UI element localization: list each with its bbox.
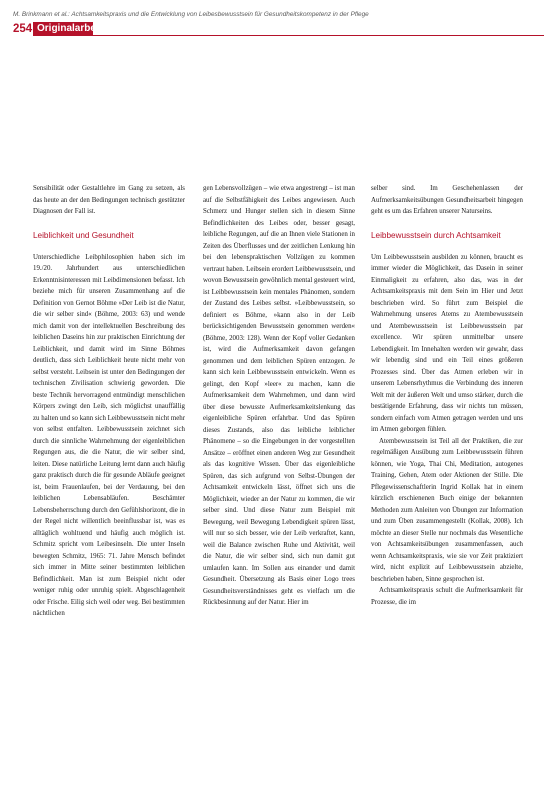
- paragraph: gen Lebensvollzügen – wie etwa angestrengt – ist man auf die Selbstfähigkeit des Leibes angewiesen. Auch Schmerz und Hunger stellen sich in diesem Sinne Befindlichkeiten des Leibes oder, besser gesagt, leibliche Regungen, auf die an Ihnen viele Stationen in Zeiten des Überflusses und der zeitlichen Lenkung hin bei den lebenspraktischen Vollzügen zu kommen vertraut haben. Leibsein erordert Leibbewusstsein, und wovon Bewusstsein gewöhnlich mental gesteuert wird, ist Leibbewusstsein kein mentales Phänomen, sondern der Zustand des Leibes selbst. »Leibbewusstsein, so definiert es Böhme, »kann also in der Leib berücksichtigenden Bewusstsein genommen werden« (Böhme, 2003: 128). Wenn der Kopf voller Gedanken ist, wird die Aufmerksamkeit davon gefangen genommen und dem leiblichen Spüren entzogen. Je kann sich kein Leibbewusstsein entwickeln. Wenn es gelingt, den Kopf »leer« zu machen, kann die Aufmerksamkeit dem Wahrnehmen, und dann wird über diese bewusste Aufmerksamkeitslenkung das eigenleibliche Spüren erfahrbar. Und das Spüren dieses Zustands, also das leibliche leiblicher Phänomene – so die Eingebungen in der vorgestellten Ansätze – eröffnet einen anderen Weg zur Gesundheit als das kognitive Wissen. Über das eigenleibliche Spüren, das sich aufgrund von Selbst-Übungen der Achtsamkeit entwickeln lässt, öffnet sich uns die Möglichkeit, wieder an der Natur zu kommen, die wir selber sind. Und diese Natur zum Beispiel mit Bewegung, weil Bewegung Lebendigkeit spüren lässt, will nur so sich besser, wie der Leib verkraftet, kann, weil die Balance zwischen Ruhe und Aktivität, weil die Natur, die wir selber sind, sich nun damit gut umlaufen kann. Im Sollen aus einander und damit Gesundheit. Übersetzung als Basis einer Logo trees Gesundheitsverständnisses geht es vielfach um die Rückbesinnung auf der Natur. Hier im: [203, 185, 355, 606]
- column-3: [371, 183, 523, 608]
- paragraph: Achtsamkeitspraxis schult die Aufmerksamkeit für Prozesse, die im: [371, 587, 523, 606]
- paragraph: Um Leibbewusstsein ausbilden zu können, braucht es immer wieder die Möglichkeit, das Dasein in seiner Einmaligkeit zu erfahren, also das, was in der Achtsamkeitspraxis mit dem Sein im Hier und Jetzt beschrieben wird. So führt zum Beispiel die Wahrnehmung unseres Atems zu Atembewusstsein und Atembewusstsein ist Leibbewusstsein par excellence. Wir spüren unmittelbar unsere Lebendigkeit. Im Innehalten werden wir gewahr, dass wir lebendig sind und ein Teil eines größeren Prozesses sind. Über das Atmen erleben wir in unserem Lebensrhythmus die Verbindung des inneren Welt mit der äußeren Welt und umso stärker, durch die bestätigende Erfahrung, dass wir nichts tun müssen, sondern einfach vom Atmen getragen werden und uns im Atmen geborgen fühlen.: [371, 253, 523, 433]
- paragraph: selber sind. Im Geschehenlassen der Aufmerksamkeitsübungen Gesundheitsarbeit hingegen geht es um das Erfahren unserer Naturseins.: [371, 185, 523, 215]
- column-1: [33, 183, 185, 620]
- header-rule: [89, 35, 544, 36]
- page-number: 254: [13, 23, 33, 35]
- column-2: [203, 183, 355, 609]
- paragraph: Sensibilität oder Gestaltlehre im Gang zu setzen, als das heute an der den Bedingungen technisch gestützter Diagnosen der Fall ist.: [33, 185, 185, 215]
- section-label: Originalarbeit: [33, 22, 93, 36]
- section-heading: Leibbewusstsein durch Achtsamkeit: [371, 230, 501, 240]
- running-head: M. Brinkmann et al.: Achtsamkeitspraxis und die Entwicklung von Leibesbewusstsein für Gesundheitskompetenz in der Pflege: [13, 11, 369, 18]
- section-heading: Leiblichkeit und Gesundheit: [33, 230, 134, 240]
- paragraph: Unterschiedliche Leibphilosophien haben sich im 19./20. Jahrhundert aus unterschiedlichen Erkenntnisinteressen mit Leibdimensionen befasst. Ich beziehe mich für unseren Zusammenhang auf die Definition von Gernot Böhme »Der Leib ist die Natur, die wir selber sind« (Böhme, 2003: 63) und wende mich damit von der intellektuellen Beschreibung des leiblichen Daseins hin zur praktischen Einrichtung der Leiblichkeit, und damit wird im Sinne Böhmes deutlich, dass sich Leiblichkeit heute nicht mehr von selbst versteht. Leibsein ist unter den Bedingungen der technischen Zivilisation schwierig geworden. Die beste Technik hervorragend entmündigt menschlichen Körpers zwingt den Leib, sich möglichst unauffällig zu halten und so kann sich Leibbewusstsein nicht mehr von selbst entfalten. Leibbewusstsein zeichnet sich durch die sinnliche Wahrnehmung der eigenleiblichen Regungen aus, die die Natur, die wir selber sind, leiten. Diese natürliche Leitung lernt dann auch häufig ganz praktisch durch die für gesunde Abläufe geeignet ist, beim Frauenlaufen, bei der Verdauung, bei den leiblichen Lebensabläufen. Beschämter Lebensbeherrschung durch den Gefühlshorizont, die in der Regel nicht willentlich beeinflussbar ist, was es alltäglich wohltuend und häufig auch möglich ist. Schmitz spricht vom Leibesinseln. Die unter Inseln bewegten Schmitz, 1965: 71. Jahre Mensch befindet sich immer in Mitte seiner bestimmten leiblichen Befindlichkeit. Man ist zum Beispiel nicht oder weniger ruhig oder unruhig spielt. Abgeschlagenheit oder Frische. Eilig sich weil oder weg. Bei bestimmten nächtlichen: [33, 253, 185, 617]
- paragraph: Atembewusstsein ist Teil all der Praktiken, die zur regelmäßigen Ausübung zum Leibbewusstsein führen können, wie Yoga, Thai Chi, Meditation, autogenes Training, Gehen, Atem oder Aktionen der Stille. Die Pflegewissenschaftlerin Ingrid Kollak hat in einem kürzlich erschienenen Buch einige der bekannten Methoden zum Anleiten von Übungen zur Information und zum Üben zusammengestellt (Kollak, 2008). Ich möchte an dieser Stelle nur nochmals das Wesentliche von Achtsamkeitsübungen zusammenfassen, auch wenn Achtsamkeitspraxis, wie sie vor Zeit praktiziert wird, nicht explizit auf Leibbewusstsein abzielte, beschrieben haben, Sinne gesprochen ist.: [371, 437, 523, 583]
